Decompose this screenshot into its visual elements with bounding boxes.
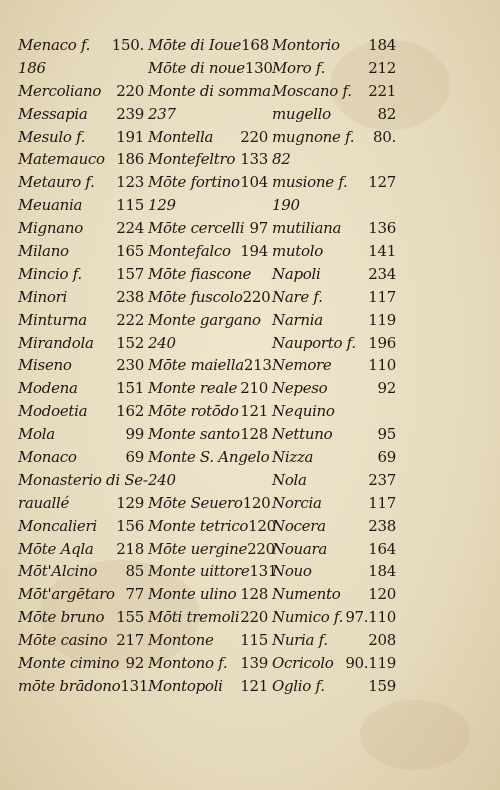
entry-page-number: 82 xyxy=(377,104,396,123)
index-entry xyxy=(18,103,146,126)
index-entry xyxy=(18,171,146,194)
entry-page-number: 115 xyxy=(116,196,144,215)
entry-name: Nizza xyxy=(272,448,314,467)
entry-name: Mōte di noue xyxy=(148,58,245,77)
index-column-3 xyxy=(272,34,398,698)
entry-name: 82 xyxy=(272,150,291,169)
entry-page-number xyxy=(396,148,398,171)
entry-name: Mignano xyxy=(18,219,83,238)
entry-page-number: 136 xyxy=(368,219,396,238)
index-entry xyxy=(148,286,270,309)
index-entry xyxy=(272,606,398,629)
entry-page-number xyxy=(268,103,270,126)
entry-name: Montono f. xyxy=(148,654,228,673)
entry-page-number: 90.119 xyxy=(345,654,396,673)
index-entry xyxy=(18,492,146,515)
index-entry xyxy=(148,171,270,194)
index-entry xyxy=(18,57,146,80)
entry-name: Monte reale xyxy=(148,379,238,398)
index-entry xyxy=(148,423,270,446)
entry-page-number: 77 xyxy=(125,585,144,604)
entry-page-number: 151 xyxy=(116,379,144,398)
index-entry xyxy=(148,148,270,171)
index-entry xyxy=(272,492,398,515)
entry-name: Montopoli xyxy=(148,676,223,695)
index-entry xyxy=(148,652,270,675)
index-entry xyxy=(148,400,270,423)
entry-page-number: 110 xyxy=(368,356,396,375)
entry-page-number: 238 xyxy=(116,287,144,306)
index-entry xyxy=(148,377,270,400)
entry-name: Minturna xyxy=(18,310,87,329)
entry-name: Mōte Aqla xyxy=(18,539,94,558)
entry-name: Mōte di Ioue xyxy=(148,36,242,54)
entry-name: Mirandola xyxy=(18,333,94,352)
entry-name: Mōti tremoli xyxy=(148,608,240,627)
entry-page-number: 224 xyxy=(116,219,144,238)
entry-page-number: 131 xyxy=(120,676,149,695)
entry-name: mutiliana xyxy=(272,219,342,238)
index-entry xyxy=(272,469,398,492)
index-entry xyxy=(148,103,270,126)
index-entry xyxy=(18,560,146,583)
index-entry xyxy=(18,652,146,675)
entry-name: Montella xyxy=(148,127,214,146)
entry-name: Nare f. xyxy=(272,287,323,306)
entry-name: Nettuno xyxy=(272,425,333,444)
entry-page-number: 212 xyxy=(368,58,396,77)
index-entry xyxy=(18,240,146,263)
index-entry xyxy=(18,606,146,629)
index-entry xyxy=(148,194,270,217)
entry-page-number: 97.110 xyxy=(345,608,396,627)
index-entry xyxy=(272,103,398,126)
index-entry xyxy=(148,57,273,80)
index-entry xyxy=(272,377,398,400)
index-entry xyxy=(18,34,146,57)
index-entry xyxy=(148,263,270,286)
entry-page-number xyxy=(396,194,398,217)
index-entry xyxy=(148,34,270,57)
index-entry xyxy=(272,446,398,469)
entry-page-number xyxy=(268,263,270,286)
entry-name: Mesulo f. xyxy=(18,127,86,146)
entry-name: Mōte fiascone xyxy=(148,264,252,283)
entry-page-number: 157 xyxy=(116,264,144,283)
entry-name: Mōte rotōdo xyxy=(148,402,239,421)
entry-name: mugnone f. xyxy=(272,127,355,146)
entry-page-number: 150. xyxy=(111,36,144,54)
index-entry xyxy=(18,377,146,400)
entry-name: Norcia xyxy=(272,493,322,512)
entry-name: 237 xyxy=(148,104,176,123)
index-entry xyxy=(272,560,398,583)
index-entry xyxy=(148,126,270,149)
index-column-2 xyxy=(148,34,278,698)
index-entry xyxy=(18,194,146,217)
index-entry xyxy=(18,446,146,469)
entry-name: Nocera xyxy=(272,516,326,535)
index-entry xyxy=(148,240,270,263)
entry-name: Metauro f. xyxy=(18,173,95,192)
entry-page-number: 131 xyxy=(249,562,278,581)
entry-name: Monte gargano xyxy=(148,310,261,329)
entry-name: rauallé xyxy=(18,493,70,512)
index-entry xyxy=(18,263,146,286)
entry-page-number: 191 xyxy=(116,127,144,146)
entry-name: Nouo xyxy=(272,562,312,581)
index-entry xyxy=(148,515,276,538)
index-entry xyxy=(148,354,270,377)
entry-name: Numento xyxy=(272,585,341,604)
entry-page-number: 117 xyxy=(368,493,396,512)
entry-name: Nequino xyxy=(272,402,335,421)
entry-name: 186 xyxy=(18,58,46,77)
entry-page-number: 196 xyxy=(368,333,396,352)
entry-name: Nola xyxy=(272,470,307,489)
entry-page-number: 133 xyxy=(240,150,268,169)
entry-name: Modena xyxy=(18,379,78,398)
index-entry xyxy=(272,675,398,698)
entry-page-number: 127 xyxy=(368,173,396,192)
index-entry xyxy=(272,583,398,606)
entry-name: Mōt'argētaro xyxy=(18,585,115,604)
entry-name: Mōte Seuero xyxy=(148,493,243,512)
entry-name: Matemauco xyxy=(18,150,105,169)
entry-page-number: 220 xyxy=(240,608,268,627)
entry-page-number: 115 xyxy=(240,631,268,650)
entry-page-number: 222 xyxy=(116,310,144,329)
entry-page-number: 165 xyxy=(116,242,144,261)
entry-name: Nepeso xyxy=(272,379,328,398)
entry-name: Montorio xyxy=(272,36,340,54)
entry-page-number: 97 xyxy=(249,219,268,238)
index-entry xyxy=(18,423,146,446)
entry-page-number: 220 xyxy=(116,81,144,100)
index-entry xyxy=(148,217,270,240)
entry-name: mōte brādono xyxy=(18,676,121,695)
entry-name: Minori xyxy=(18,287,68,306)
entry-name: Mōte cercelli xyxy=(148,219,245,238)
entry-name: Mercoliano xyxy=(18,81,102,100)
entry-page-number: 218 xyxy=(116,539,144,558)
entry-name: Mōt'Alcino xyxy=(18,562,98,581)
entry-name: Mōte fuscolo xyxy=(148,287,243,306)
entry-name: Moscano f. xyxy=(272,81,352,100)
index-entry xyxy=(272,652,398,675)
entry-page-number: 194 xyxy=(240,242,268,261)
entry-page-number: 217 xyxy=(116,631,144,650)
entry-name: Nuria f. xyxy=(272,631,328,650)
entry-page-number: 164 xyxy=(368,539,396,558)
entry-page-number: 123 xyxy=(116,173,144,192)
index-entry xyxy=(148,469,270,492)
index-entry xyxy=(272,332,398,355)
entry-page-number: 230 xyxy=(116,356,144,375)
index-entry xyxy=(272,57,398,80)
entry-page-number xyxy=(269,446,271,469)
entry-page-number: 184 xyxy=(368,562,396,581)
entry-page-number: 92 xyxy=(377,379,396,398)
entry-name: Moncalieri xyxy=(18,516,97,535)
index-entry xyxy=(148,560,278,583)
entry-page-number: 69 xyxy=(125,448,144,467)
entry-name: Messapia xyxy=(18,104,88,123)
entry-page-number: 85 xyxy=(125,562,144,581)
index-entry xyxy=(272,171,398,194)
index-column-1 xyxy=(18,34,149,698)
entry-page-number: 120 xyxy=(242,493,271,512)
entry-name: Oglio f. xyxy=(272,676,325,695)
entry-name: Nauporto f. xyxy=(272,333,356,352)
index-entry xyxy=(148,675,270,698)
entry-page-number: 210 xyxy=(240,379,268,398)
index-entry xyxy=(272,126,398,149)
entry-page-number: 139 xyxy=(240,654,268,673)
entry-page-number xyxy=(268,194,270,217)
entry-page-number: 95 xyxy=(377,425,396,444)
entry-name: Mōte maiella xyxy=(148,356,244,375)
entry-page-number: 121 xyxy=(240,402,268,421)
entry-name: Mōte casino xyxy=(18,631,108,650)
entry-name: Montefeltro xyxy=(148,150,236,169)
entry-name: musione f. xyxy=(272,173,348,192)
entry-page-number: 155 xyxy=(116,608,144,627)
entry-page-number: 129 xyxy=(116,493,144,512)
index-entry xyxy=(148,629,270,652)
entry-name: Narnia xyxy=(272,310,323,329)
entry-name: Nemore xyxy=(272,356,332,375)
entry-name: Monte ulino xyxy=(148,585,237,604)
entry-page-number: 80. xyxy=(373,127,396,146)
index-entry xyxy=(18,309,146,332)
entry-name: Menaco f. xyxy=(18,36,91,54)
entry-name: Monte di somma xyxy=(148,81,271,100)
entry-page-number xyxy=(268,309,270,332)
entry-name: Monte cimino xyxy=(18,654,120,673)
index-entry xyxy=(18,469,146,492)
entry-name: Montone xyxy=(148,631,214,650)
entry-page-number: 119 xyxy=(368,310,396,329)
entry-page-number: 220 xyxy=(242,287,271,306)
index-entry xyxy=(18,217,146,240)
index-entry xyxy=(18,148,146,171)
entry-page-number xyxy=(268,469,270,492)
index-entry xyxy=(272,240,398,263)
entry-name: Monte uittore xyxy=(148,562,250,581)
index-entry xyxy=(148,583,270,606)
entry-page-number xyxy=(268,332,270,355)
entry-page-number: 239 xyxy=(116,104,144,123)
index-entry xyxy=(148,446,270,469)
entry-page-number: 128 xyxy=(240,585,268,604)
entry-page-number: 220 xyxy=(247,539,275,558)
entry-page-number: 162 xyxy=(116,402,144,421)
entry-page-number: 117 xyxy=(368,287,396,306)
entry-page-number: 141 xyxy=(368,242,396,261)
index-entry xyxy=(272,309,398,332)
entry-page-number: 130 xyxy=(244,58,273,77)
entry-name: 240 xyxy=(148,470,176,489)
entry-name: Miseno xyxy=(18,356,72,375)
entry-page-number: 159 xyxy=(368,676,396,695)
index-entry xyxy=(148,309,270,332)
entry-name: Napoli xyxy=(272,264,321,283)
entry-page-number: 69 xyxy=(377,448,396,467)
entry-name: Mincio f. xyxy=(18,264,82,283)
entry-page-number: 238 xyxy=(368,516,396,535)
index-entry xyxy=(148,80,270,103)
entry-page-number: 168 xyxy=(241,36,269,54)
entry-name: Monte santo xyxy=(148,425,240,444)
entry-name: Meuania xyxy=(18,196,83,215)
entry-name: Monaco xyxy=(18,448,77,467)
index-entry xyxy=(272,217,398,240)
entry-page-number: 184 xyxy=(368,36,396,54)
index-entry xyxy=(272,263,398,286)
index-entry xyxy=(18,629,146,652)
entry-name: Mōte bruno xyxy=(18,608,105,627)
entry-page-number: 152 xyxy=(116,333,144,352)
index-entry xyxy=(18,332,146,355)
index-entry xyxy=(272,515,398,538)
entry-name: Monasterio di Se- xyxy=(18,470,148,489)
index-entry xyxy=(272,286,398,309)
entry-name: mutolo xyxy=(272,242,323,261)
index-entry xyxy=(18,538,146,561)
index-entry xyxy=(272,423,398,446)
index-entry xyxy=(148,538,275,561)
entry-page-number: 213 xyxy=(243,356,272,375)
entry-page-number: 237 xyxy=(368,470,396,489)
entry-page-number: 104 xyxy=(240,173,268,192)
entry-name: Monte S. Angelo xyxy=(148,448,270,467)
entry-page-number: 208 xyxy=(368,631,396,650)
index-entry xyxy=(18,583,146,606)
entry-name: 240 xyxy=(148,333,176,352)
index-entry xyxy=(272,34,398,57)
entry-name: Mola xyxy=(18,425,55,444)
entry-page-number: 120 xyxy=(248,516,276,535)
entry-name: Milano xyxy=(18,242,69,261)
entry-page-number: 156 xyxy=(116,516,144,535)
index-entry xyxy=(148,492,270,515)
index-entry xyxy=(18,80,146,103)
index-entry xyxy=(272,400,398,423)
entry-name: Monte tetrico xyxy=(148,516,249,535)
entry-page-number: 99 xyxy=(125,425,144,444)
index-entry xyxy=(272,354,398,377)
index-entry xyxy=(18,286,146,309)
entry-name: Nouara xyxy=(272,539,328,558)
entry-page-number: 128 xyxy=(240,425,268,444)
entry-name: mugello xyxy=(272,104,331,123)
entry-name: 190 xyxy=(272,196,300,215)
entry-name: 129 xyxy=(148,196,176,215)
index-entry xyxy=(18,400,146,423)
entry-page-number xyxy=(396,400,398,423)
entry-name: Mōte fortino xyxy=(148,173,240,192)
index-entry xyxy=(18,515,146,538)
entry-page-number: 221 xyxy=(368,81,396,100)
paper-stain xyxy=(360,700,470,770)
index-entry xyxy=(272,148,398,171)
index-entry xyxy=(272,194,398,217)
index-entry xyxy=(18,675,149,698)
entry-name: Mōte uergine xyxy=(148,539,248,558)
entry-name: Ocricolo xyxy=(272,654,334,673)
entry-page-number: 120 xyxy=(368,585,396,604)
entry-name: Montefalco xyxy=(148,242,231,261)
entry-page-number: 234 xyxy=(368,264,396,283)
entry-page-number: 220 xyxy=(240,127,268,146)
index-entry xyxy=(148,606,270,629)
entry-name: Modoetia xyxy=(18,402,88,421)
entry-page-number: 92 xyxy=(125,654,144,673)
entry-page-number: 186 xyxy=(116,150,144,169)
entry-page-number xyxy=(144,57,146,80)
entry-name: Numico f. xyxy=(272,608,344,627)
index-entry xyxy=(18,354,146,377)
index-entry xyxy=(272,629,398,652)
index-entry xyxy=(18,126,146,149)
entry-page-number: 121 xyxy=(240,676,268,695)
entry-name: Moro f. xyxy=(272,58,326,77)
index-entry xyxy=(272,538,398,561)
index-entry xyxy=(148,332,270,355)
index-entry xyxy=(272,80,398,103)
